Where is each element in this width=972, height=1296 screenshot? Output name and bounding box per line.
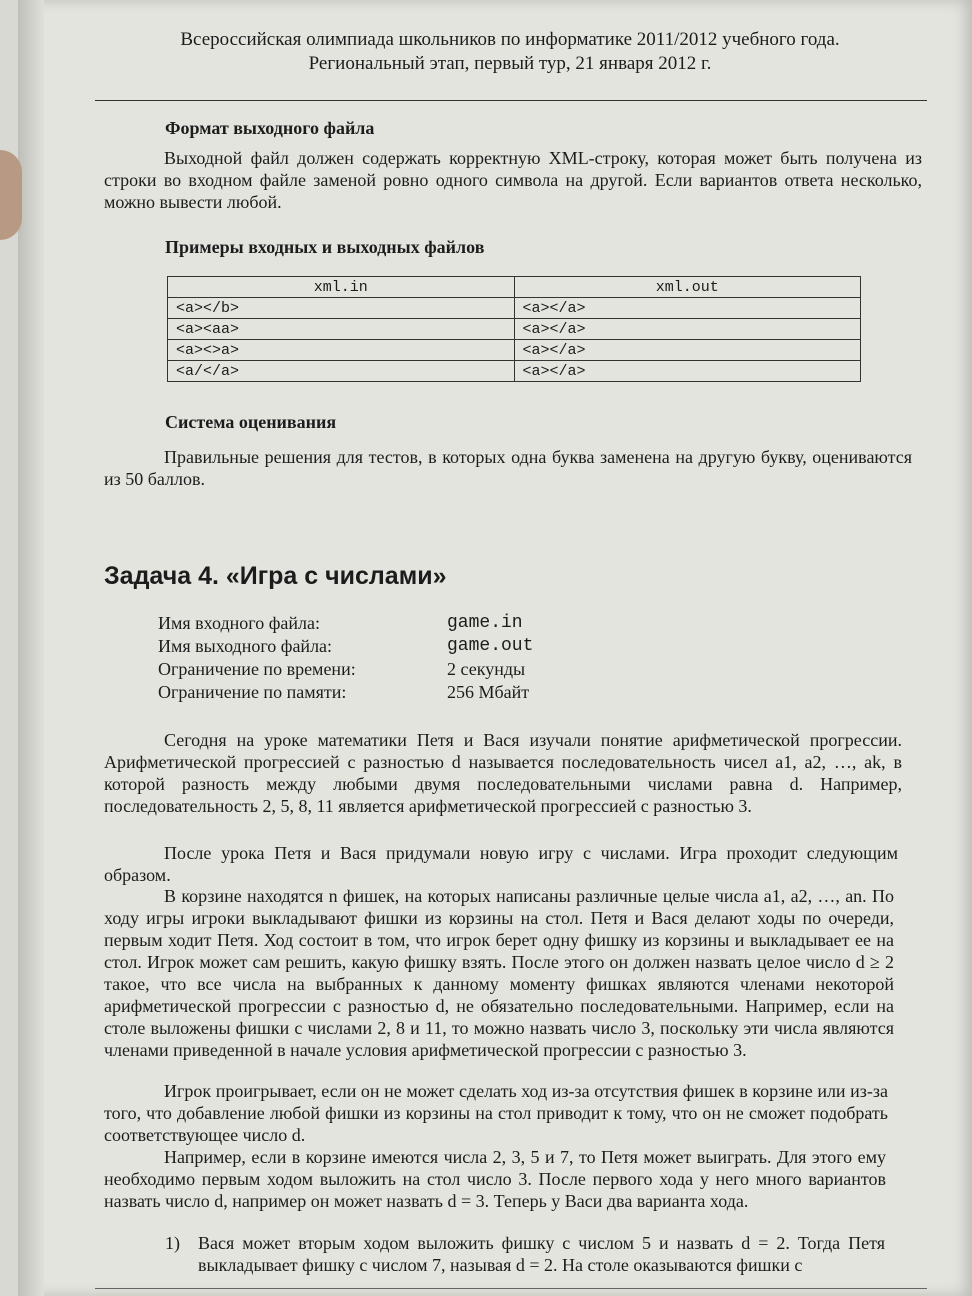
table-cell: <a></a> (514, 319, 861, 340)
list-item-text: Вася может вторым ходом выложить фишку с числом 5 и назвать d = 2. Тогда Петя выкладывает фишку с числом 7, называя d = 2. На столе оказываются фишки с (198, 1233, 885, 1275)
list-item-number: 1) (165, 1233, 180, 1253)
meta-label: Имя выходного файла: (158, 636, 333, 656)
table-cell: <a></a> (514, 340, 861, 361)
task-paragraph-3: В корзине находятся n фишек, на которых написаны различные целые числа a1, a2, …, an. По ходу игры игроки выкладывают фишки из корзины на стол. Петя и Вася делают ходы по очереди, первым ходит Петя. Ход состоит в том, что игрок берет одну фишку из корзины и выкладывает ее на стол. Игрок может сам решить, какую фишку взять. После этого он должен назвать целое число d ≥ 2 такое, что все числа на выбранных к данному моменту фишках являются членами некоторой арифметической прогрессии с разностью d, не обязательно последовательными. Например, если на столе выложены фишки с числами 2, 8 и 11, то можно назвать число 3, поскольку эти числа являются членами приведенной в начале условия арифметической прогрессии с разностью 3. (104, 886, 894, 1060)
table-row (168, 319, 861, 340)
footer-divider (95, 1288, 927, 1289)
column-header-output: xml.out (514, 277, 861, 298)
table-cell: <a></a> (514, 361, 861, 382)
meta-label: Имя входного файла: (158, 613, 320, 633)
meta-label: Ограничение по времени: (158, 659, 356, 679)
examples-heading: Примеры входных и выходных файлов (165, 237, 485, 257)
table-row (168, 298, 861, 319)
task-paragraph-2: После урока Петя и Вася придумали новую игру с числами. Игра проходит следующим образом. (104, 843, 898, 885)
header-divider (95, 100, 927, 101)
task-title: Задача 4. «Игра с числами» (104, 562, 447, 590)
table-header-row (168, 277, 861, 298)
meta-value: game.in (447, 613, 523, 633)
meta-label: Ограничение по памяти: (158, 682, 347, 702)
table-cell: <a><aa> (168, 319, 515, 340)
column-header-input: xml.in (168, 277, 515, 298)
meta-value: 256 Мбайт (447, 682, 530, 702)
grading-text: Правильные решения для тестов, в которых одна буква заменена на другую букву, оцениваются из 50 баллов. (104, 447, 912, 489)
task-paragraph-4: Игрок проигрывает, если он не может сделать ход из-за отсутствия фишек в корзине или из-за того, что добавление любой фишки из корзины на стол приводит к тому, что он не сможет подобрать соответствующее число d. (104, 1081, 888, 1145)
grading-heading: Система оценивания (165, 412, 337, 432)
table-cell: <a><>a> (168, 340, 515, 361)
meta-row-time (158, 658, 533, 681)
examples-table (167, 276, 861, 382)
list-item (165, 1232, 885, 1276)
header-line-2: Региональный этап, первый тур, 21 января 2012 г. (308, 53, 712, 74)
task-meta (158, 612, 533, 704)
meta-row-input (158, 612, 533, 635)
table-row (168, 361, 861, 382)
header-line-1: Всероссийская олимпиада школьников по информатике 2011/2012 учебного года. (180, 29, 840, 50)
task-paragraph-5: Например, если в корзине имеются числа 2, 3, 5 и 7, то Петя может выиграть. Для этого ему необходимо первым ходом выложить на стол число 3. После первого хода у него много вариантов назвать число d, например он может назвать d = 3. Теперь у Васи два варианта хода. (104, 1147, 886, 1211)
task-paragraph-1: Сегодня на уроке математики Петя и Вася изучали понятие арифметической прогрессии. Арифметической прогрессией с разностью d называется последовательность чисел a1, a2, …, ak, в которой разность между любыми двумя последовательными числами равна d. Например, последовательность 2, 5, 8, 11 является арифметической прогрессией с разностью 3. (104, 730, 902, 816)
table-cell: <a></b> (168, 298, 515, 319)
output-format-heading: Формат выходного файла (165, 118, 375, 138)
meta-row-output (158, 635, 533, 658)
table-row (168, 340, 861, 361)
table-cell: <a></a> (514, 298, 861, 319)
meta-value: game.out (447, 636, 534, 656)
table-cell: <a/</a> (168, 361, 515, 382)
output-format-text: Выходной файл должен содержать корректную XML-строку, которая может быть получена из строки во входном файле заменой ровно одного символа на другой. Если вариантов ответа несколько, можно вывести любой. (104, 148, 922, 212)
thumb-edge (0, 150, 22, 240)
meta-value: 2 секунды (447, 659, 526, 679)
meta-row-memory (158, 681, 533, 704)
page-header (95, 28, 925, 76)
